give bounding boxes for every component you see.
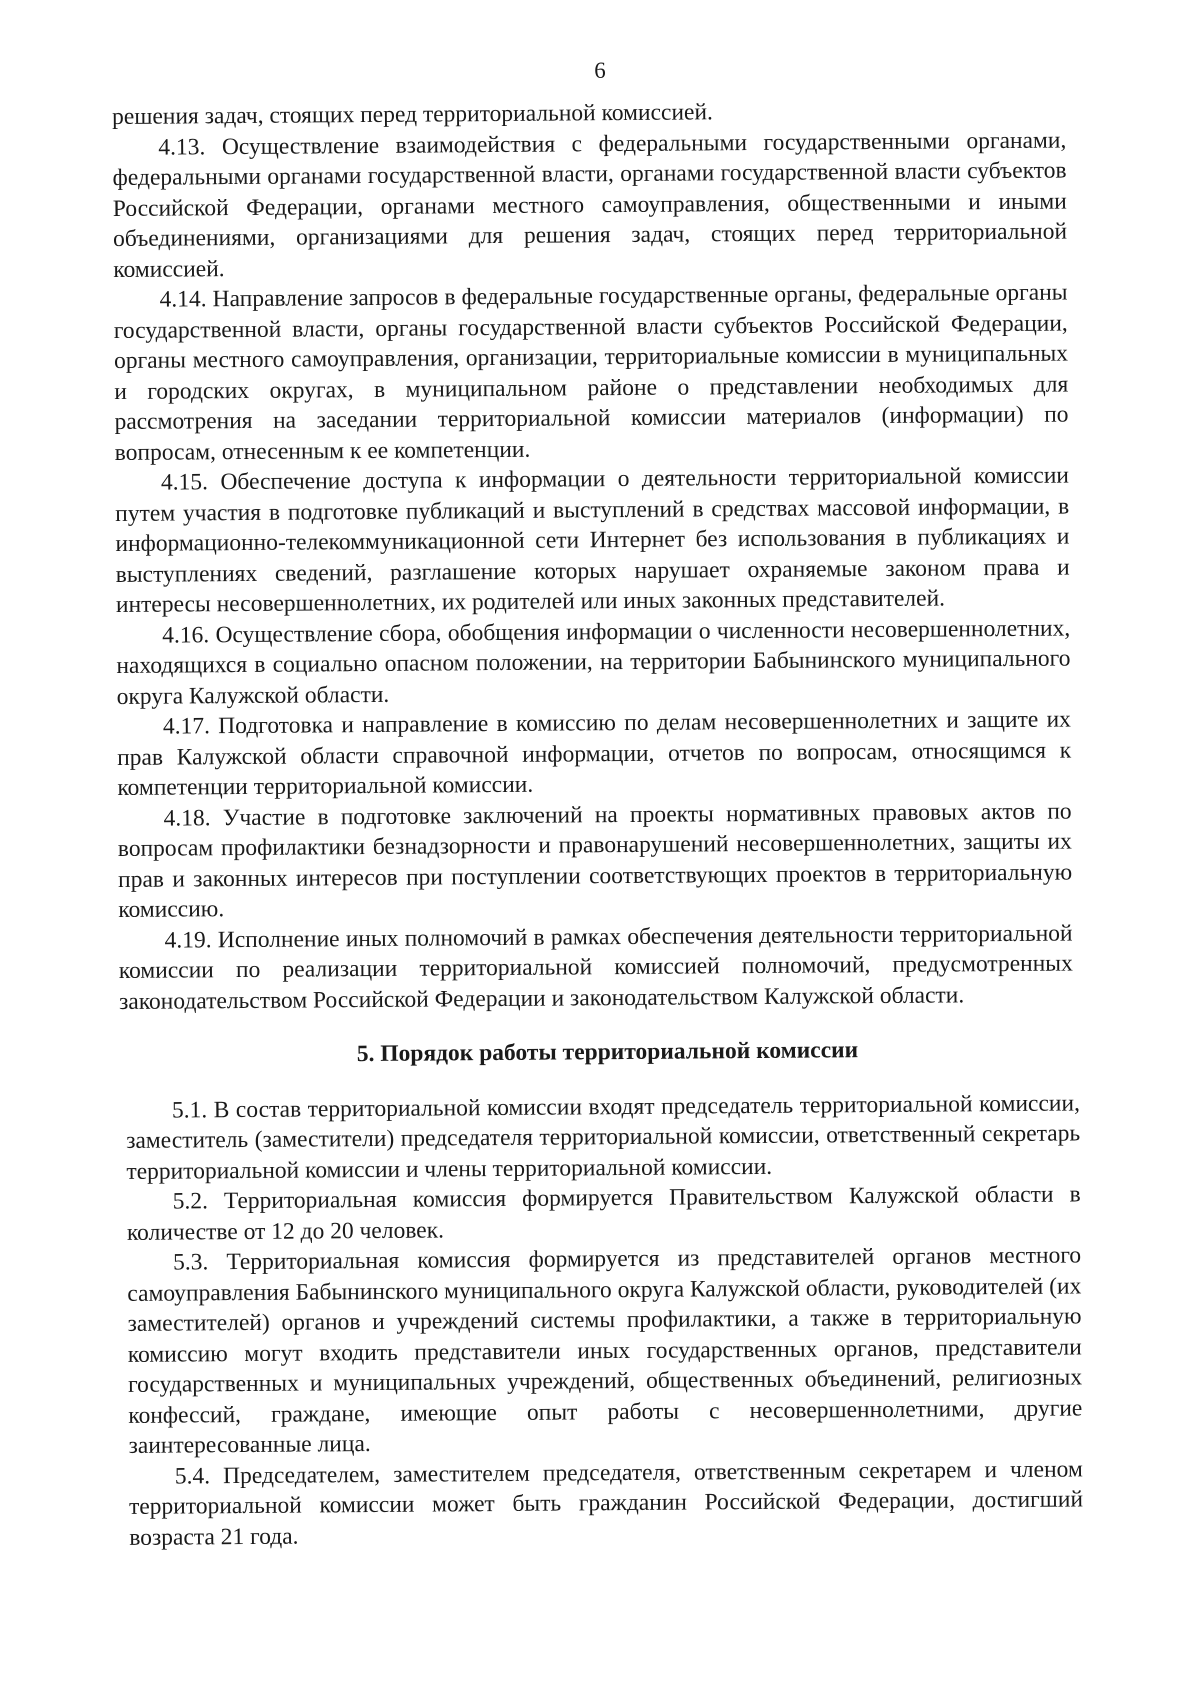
paragraph-5-1: 5.1. В состав территориальной комиссии входят председатель территориальной комиссии, заместитель (заместители) председателя территориальной комиссии, ответственный секретарь территориальной комиссии и члены территориальной комиссии. [126, 1089, 1081, 1185]
paragraph-5-3: 5.3. Территориальная комиссия формируется из представителей органов местного самоуправления Бабынинского муниципального округа Калужской области, руководителей (их заместителей) органов и учреждений системы профилактики, а также в территориальную комиссию могут входить представители иных государственных органов, представители государственных и муниципальных учреждений, общественных объединений, религиозных конфессий, граждане, имеющие опыт работы с несовершеннолетними, другие заинтересованные лица. [127, 1242, 1083, 1459]
paragraph-4-18: 4.18. Участие в подготовке заключений на проекты нормативных правовых актов по вопросам профилактики безнадзорности и правонарушений несовершеннолетних, защиты их прав и законных интересов при поступлении соответствующих проектов в территориальную комиссию. [117, 797, 1073, 923]
section-heading: 5. Порядок работы территориальной комиссии [356, 1037, 859, 1068]
page-number: 6 [594, 58, 606, 83]
paragraph-4-17: 4.17. Подготовка и направление в комиссию по делам несовершеннолетних и защите их прав Калужской области справочной информации, отчетов по вопросам, относящимся к компетенции территориальной комиссии. [117, 706, 1072, 801]
paragraph-4-16: 4.16. Осуществление сбора, обобщения информации о численности несовершеннолетних, находящихся в социально опасном положении, на территории Бабынинского муниципального округа Калужской области. [116, 614, 1071, 710]
paragraph-5-4: 5.4. Председателем, заместителем председателя, ответственным секретарем и членом территориальной комиссии может быть гражданин Российской Федерации, достигший возраста 21 года. [128, 1455, 1084, 1551]
paragraph-4-15: 4.15. Обеспечение доступа к информации о деятельности территориальной комиссии путем участия в подготовке публикаций и выступлений в средствах массовой информации, в информационно-телекоммуникационной сети Интернет без использования в публикациях и выступлениях сведений, разглашение которых нарушает охраняемые законом права и интересы несовершеннолетних, их родителей или иных законных представителей. [115, 462, 1070, 618]
section-5 [125, 1033, 1083, 1552]
paragraph-continuation: решения задач, стоящих перед территориальной комиссией. [112, 99, 713, 130]
paragraph-4-14: 4.14. Направление запросов в федеральные государственные органы, федеральные органы государственной власти, органы государственной власти субъектов Российской Федерации, органы местного самоуправления, организации, территориальные комиссии в муниципальных и городских округах, в муниципальном районе о представлении необходимых для рассмотрения на заседании территориальной комиссии материалов (информации) по вопросам, отнесенным к ее компетенции. [113, 279, 1069, 466]
document-body [112, 95, 1084, 1553]
paragraph-4-13: 4.13. Осуществление взаимодействия с федеральными государственными органами, федеральными органами государственной власти, органами государственной власти субъектов Российской Федерации, органами местного самоуправления, общественными и иными объединениями, организациями для решения задач, стоящих перед территориальной комиссией. [112, 127, 1068, 283]
paragraph-5-2: 5.2. Территориальная комиссия формируется Правительством Калужской области в количестве от 12 до 20 человек. [126, 1181, 1081, 1246]
paragraph-4-19: 4.19. Исполнение иных полномочий в рамках обеспечения деятельности территориальной комиссии по реализации территориальной комиссией полномочий, предусмотренных законодательством Российской Федерации и законодательством Калужской области. [118, 919, 1073, 1015]
